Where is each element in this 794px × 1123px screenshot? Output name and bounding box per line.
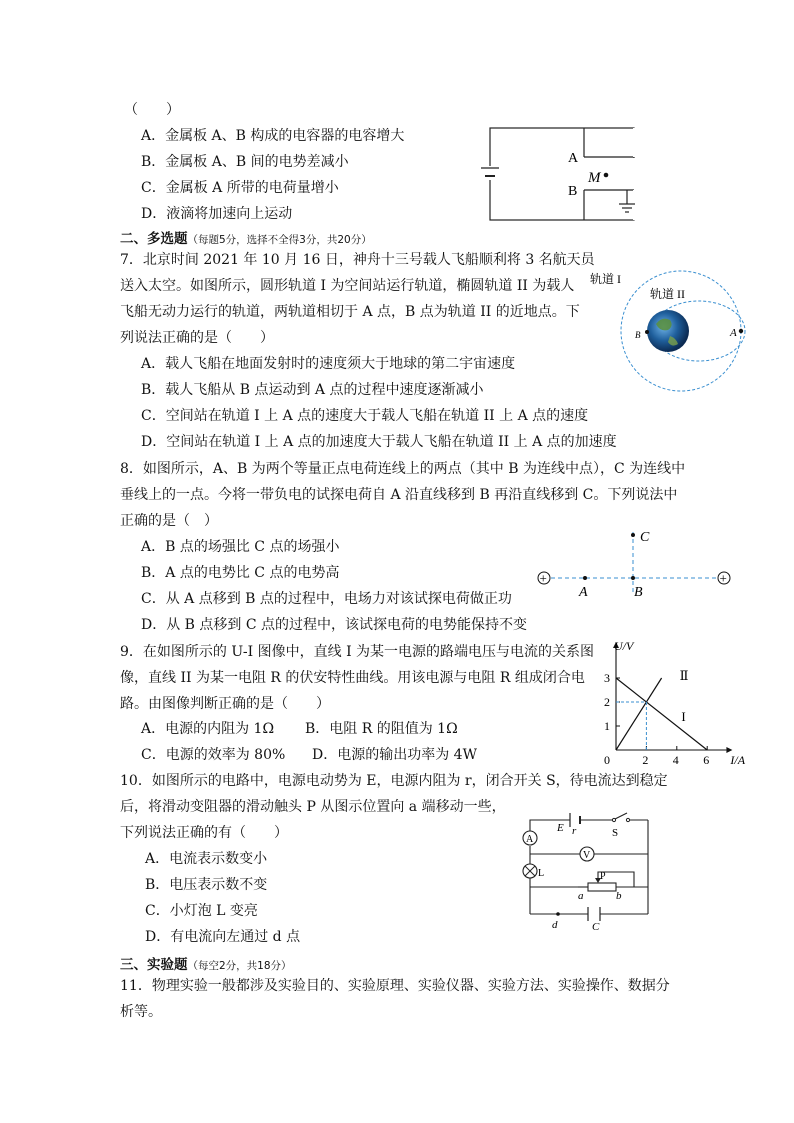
q7-point-a: A xyxy=(730,327,737,339)
x-tick-label: 0 xyxy=(604,753,610,767)
q8-option-b: B．A 点的电势比 C 点的电势高 xyxy=(141,565,340,581)
q10-label-e: E xyxy=(557,822,564,834)
q11-line-2: 析等。 xyxy=(120,1004,162,1020)
q9-line-2: 像，直线 II 为某一电阻 R 的伏安特性曲线。用该电源与电阻 R 组成闭合电 xyxy=(120,670,585,686)
q10-label-b: b xyxy=(616,890,622,902)
q6-label-m: M xyxy=(588,170,601,186)
q8-point-b: B xyxy=(634,585,643,600)
q8-point-c: C xyxy=(640,530,650,545)
q10-option-a: A．电流表示数变小 xyxy=(145,851,268,867)
q8-charges-figure xyxy=(534,524,734,604)
q10-label-p: P xyxy=(600,871,606,882)
q9-line-1: 9．在如图所示的 U-I 图像中，直线 I 为某一电源的路端电压与电流的关系图 xyxy=(120,644,595,660)
q10-option-b: B．电压表示数不变 xyxy=(145,877,268,893)
q8-option-c: C．从 A 点移到 B 点的过程中，电场力对该试探电荷做正功 xyxy=(141,591,512,607)
q7-line-3: 飞船无动力运行的轨道，两轨道相切于 A 点，B 点为轨道 II 的近地点。下 xyxy=(120,304,580,320)
q8-option-a: A．B 点的场强比 C 点的场强小 xyxy=(141,539,340,555)
series-label-2: Ⅱ xyxy=(679,668,689,683)
q10-circuit-figure xyxy=(518,812,658,932)
q10-option-c: C．小灯泡 L 变亮 xyxy=(145,903,258,919)
q10-option-d: D．有电流向左通过 d 点 xyxy=(145,929,301,945)
q9-line-3: 路。由图像判断正确的是（ ） xyxy=(120,696,330,712)
q10-line-2: 后，将滑动变阻器的滑动触头 P 从图示位置向 a 端移动一些， xyxy=(120,799,506,815)
q8-line-3: 正确的是（ ） xyxy=(120,513,218,529)
q11-line-1: 11．物理实验一般都涉及实验目的、实验原理、实验仪器、实验方法、实验操作、数据分 xyxy=(120,978,670,994)
q7-orbit-figure xyxy=(584,266,744,392)
q8-option-d: D．从 B 点移到 C 点的过程中，该试探电荷的电势能保持不变 xyxy=(141,617,528,633)
q7-option-c: C．空间站在轨道 I 上 A 点的速度大于载人飞船在轨道 II 上 A 点的速度 xyxy=(141,408,589,424)
q6-label-b: B xyxy=(568,184,578,199)
q10-label-s: S xyxy=(612,827,619,839)
q6-label-a: A xyxy=(568,151,579,166)
q9-ui-chart xyxy=(590,639,760,767)
q7-orbit1-label: 轨道 I xyxy=(590,272,621,286)
q8-point-a: A xyxy=(579,585,588,600)
q7-option-b: B．载人飞船从 B 点运动到 A 点的过程中速度逐渐减小 xyxy=(141,382,484,398)
y-axis-label: U/V xyxy=(614,639,634,653)
q6-capacitor-figure xyxy=(488,124,648,224)
q7-line-4: 列说法正确的是（ ） xyxy=(120,330,274,346)
q6-option-c: C．金属板 A 所带的电荷量增小 xyxy=(141,180,339,196)
q10-line-1: 10．如图所示的电路中，电源电动势为 E，电源内阻为 r，闭合开关 S，待电流达到稳定 xyxy=(120,773,668,789)
q10-ammeter-label: A xyxy=(526,834,534,845)
section2-heading: 二、多选题（每题5分，选择不全得3分，共20分） xyxy=(120,231,372,247)
q9-option-b: B．电阻 R 的阻值为 1Ω xyxy=(305,721,458,737)
q8-line-2: 垂线上的一点。今将一带负电的试探电荷自 A 沿直线移到 B 再沿直线移到 C。下列说法中 xyxy=(120,487,678,503)
y-tick-label: 3 xyxy=(604,671,610,685)
q10-label-r: r xyxy=(572,825,577,837)
series-line-2 xyxy=(616,678,662,750)
q10-lamp-label: L xyxy=(538,868,545,879)
q8-charge-right: + xyxy=(719,570,727,586)
q7-line-2: 送入太空。如图所示，圆形轨道 I 为空间站运行轨道，椭圆轨道 II 为载人 xyxy=(120,278,575,294)
q6-option-d: D．液滴将加速向上运动 xyxy=(141,206,293,222)
q7-option-d: D．空间站在轨道 I 上 A 点的加速度大于载人飞船在轨道 II 上 A 点的加速度 xyxy=(141,434,617,450)
y-tick-label: 2 xyxy=(604,695,610,709)
q7-line-1: 7．北京时间 2021 年 10 月 16 日，神舟十三号载人飞船顺利将 3 名航天员 xyxy=(120,252,595,268)
q10-label-d: d xyxy=(552,919,558,931)
q6-option-b: B．金属板 A、B 间的电势差减小 xyxy=(141,154,349,170)
section3-heading: 三、实验题（每空2分，共18分） xyxy=(120,957,292,973)
q9-option-a: A．电源的内阻为 1Ω xyxy=(141,721,275,737)
q6-bracket: （ ） xyxy=(124,102,180,118)
q9-option-d: D．电源的输出功率为 4W xyxy=(312,747,477,763)
q10-line-3: 下列说法正确的有（ ） xyxy=(120,825,288,841)
q9-option-c: C．电源的效率为 80% xyxy=(141,747,286,763)
x-axis-label: I/A xyxy=(730,753,746,767)
q10-voltmeter-label: V xyxy=(583,850,591,861)
y-tick-label: 1 xyxy=(604,719,610,733)
q8-line-1: 8．如图所示，A、B 为两个等量正点电荷连线上的两点（其中 B 为连线中点），C 为连线中 xyxy=(120,461,686,477)
q7-option-a: A．载人飞船在地面发射时的速度须大于地球的第二宇宙速度 xyxy=(141,356,516,372)
series-line-1 xyxy=(616,678,707,750)
x-tick-label: 2 xyxy=(642,753,649,767)
q7-orbit2-label: 轨道 II xyxy=(650,287,685,301)
q8-charge-left: + xyxy=(539,570,547,586)
series-label-1: I xyxy=(681,709,686,725)
q6-option-a: A．金属板 A、B 构成的电容器的电容增大 xyxy=(141,128,405,144)
q10-label-c: C xyxy=(592,921,600,933)
q7-point-b: B xyxy=(635,330,641,340)
q10-label-a: a xyxy=(578,890,584,902)
x-tick-label: 6 xyxy=(703,753,710,767)
x-tick-label: 4 xyxy=(672,753,679,767)
